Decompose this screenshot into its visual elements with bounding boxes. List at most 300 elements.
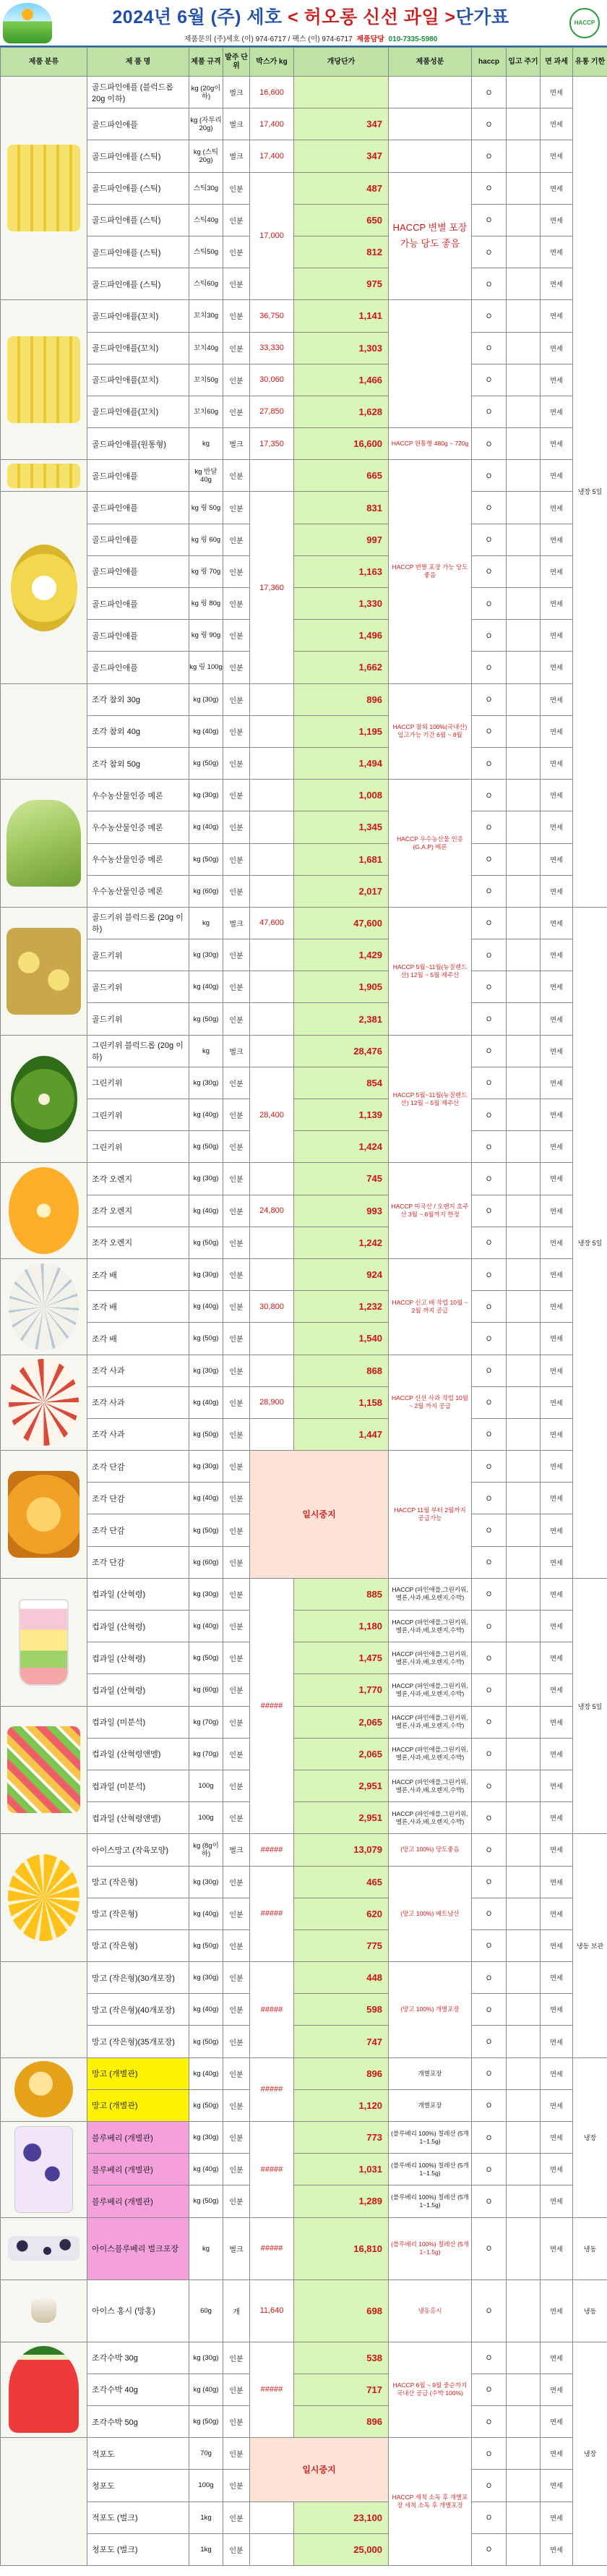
document-header (0, 0, 607, 47)
tax-status: 면세 (541, 2089, 573, 2121)
haccp-mark: O (472, 1514, 507, 1546)
fruit-image (8, 2236, 79, 2261)
unit-price: 1,475 (294, 1642, 389, 1674)
order-unit: 인분 (223, 2342, 250, 2374)
product-name: 우수농산물인증 메론 (87, 811, 189, 843)
table-row (1, 1035, 607, 1067)
product-spec: kg (50g) (189, 2089, 223, 2121)
product-spec: kg (30g) (189, 1866, 223, 1898)
unit-price: 2,951 (294, 1770, 389, 1801)
unit-price: 1,447 (294, 1418, 389, 1450)
product-name: 그린키위 (87, 1131, 189, 1163)
tax-status: 면세 (541, 1418, 573, 1450)
unit-price: 2,017 (294, 875, 389, 907)
fruit-image (8, 1854, 79, 1941)
unit-price: 465 (294, 1866, 389, 1898)
delivery-cycle (507, 1003, 541, 1035)
delivery-cycle (507, 2026, 541, 2057)
haccp-badge: HACCP (569, 8, 600, 38)
haccp-mark: O (472, 1067, 507, 1099)
unit-price: 1,494 (294, 747, 389, 779)
product-name: 골드파인애플 (87, 460, 189, 492)
product-name: 그린키위 (87, 1067, 189, 1099)
box-price-kg: 28,900 (250, 1386, 294, 1418)
haccp-mark: O (472, 1642, 507, 1674)
table-row (1, 555, 607, 587)
unit-price: 448 (294, 1962, 389, 1994)
product-name: 청포도 (벌크) (87, 2533, 189, 2565)
box-price-kg: 28,400 (250, 1067, 294, 1163)
unit-price: 25,000 (294, 2533, 389, 2565)
delivery-cycle (507, 1131, 541, 1163)
product-composition: HACCP (파인애플,그린키위,멜론,사과,배,오렌지,수박) (389, 1770, 472, 1801)
unit-price: 975 (294, 268, 389, 300)
column-header: 박스가 kg (250, 48, 294, 77)
product-spec: kg (40g) (189, 1994, 223, 2026)
delivery-cycle (507, 715, 541, 747)
tax-status: 면세 (541, 1163, 573, 1195)
product-spec: kg (40g) (189, 1099, 223, 1131)
fruit-image (19, 1599, 69, 1686)
haccp-mark: O (472, 1035, 507, 1067)
haccp-mark: O (472, 1738, 507, 1770)
product-spec: kg (50g) (189, 747, 223, 779)
order-unit: 인분 (223, 2185, 250, 2217)
product-name: 조각수박 50g (87, 2405, 189, 2437)
order-unit: 인분 (223, 2026, 250, 2057)
product-spec: 100g (189, 1802, 223, 1834)
unit-price: 924 (294, 1258, 389, 1290)
haccp-mark: O (472, 300, 507, 332)
tax-status: 면세 (541, 811, 573, 843)
haccp-mark: O (472, 1195, 507, 1227)
order-unit: 인분 (223, 1706, 250, 1738)
column-header: 입고 주기 (507, 48, 541, 77)
product-composition: HACCP 신고 배 작업 10월 ~ 2월 까지 공급 (389, 1258, 472, 1355)
tax-status: 면세 (541, 1706, 573, 1738)
tax-status: 면세 (541, 2279, 573, 2342)
tax-status: 면세 (541, 747, 573, 779)
suspended-notice: 일시중지 (250, 2438, 389, 2502)
shelf-life: 냉장 5일 (573, 907, 607, 1578)
box-price-kg (250, 1163, 294, 1195)
product-spec: kg (40g) (189, 971, 223, 1003)
haccp-mark: O (472, 1578, 507, 1610)
product-composition: 개별포장 (389, 2057, 472, 2089)
table-row (1, 1291, 607, 1323)
shelf-life: 냉장 (573, 2342, 607, 2565)
order-unit: 인분 (223, 172, 250, 204)
shelf-life: 냉동 보관 (573, 1834, 607, 2057)
order-unit: 인분 (223, 1067, 250, 1099)
delivery-cycle (507, 2154, 541, 2185)
box-price-kg: ##### (250, 1834, 294, 1866)
table-row (1, 204, 607, 236)
table-row (1, 971, 607, 1003)
product-spec: kg (30g) (189, 1067, 223, 1099)
table-row (1, 1770, 607, 1801)
tax-status: 면세 (541, 2405, 573, 2437)
product-name: 청포도 (87, 2470, 189, 2502)
table-row (1, 2122, 607, 2154)
order-unit: 인분 (223, 236, 250, 268)
table-body (1, 77, 607, 2566)
unit-price: 1,120 (294, 2089, 389, 2121)
product-name: 조각 배 (87, 1258, 189, 1290)
tax-status: 면세 (541, 1834, 573, 1866)
table-row (1, 1258, 607, 1290)
box-price-kg (250, 780, 294, 811)
unit-price: 2,065 (294, 1706, 389, 1738)
table-row (1, 1898, 607, 1929)
unit-price: 2,381 (294, 1003, 389, 1035)
product-spec: kg (50g) (189, 1323, 223, 1355)
unit-price: 598 (294, 1994, 389, 2026)
box-price-kg (250, 747, 294, 779)
tax-status: 면세 (541, 1674, 573, 1706)
tax-status: 면세 (541, 1355, 573, 1386)
haccp-mark: O (472, 1131, 507, 1163)
order-unit: 인분 (223, 300, 250, 332)
delivery-cycle (507, 1770, 541, 1801)
order-unit: 인분 (223, 204, 250, 236)
order-unit: 인분 (223, 1003, 250, 1035)
table-row (1, 811, 607, 843)
haccp-mark: O (472, 140, 507, 172)
order-unit: 인분 (223, 2154, 250, 2185)
product-spec: kg (40g) (189, 2154, 223, 2185)
column-header: 제 품 명 (87, 48, 189, 77)
delivery-cycle (507, 300, 541, 332)
tax-status: 면세 (541, 2470, 573, 2502)
tax-status: 면세 (541, 524, 573, 555)
product-spec: kg (8g이하) (189, 1834, 223, 1866)
product-name: 우수농산물인증 메론 (87, 780, 189, 811)
product-name: 블루베리 (개별관) (87, 2154, 189, 2185)
delivery-cycle (507, 2122, 541, 2154)
tax-status: 면세 (541, 780, 573, 811)
delivery-cycle (507, 140, 541, 172)
product-name: 아이스블루베리 벌크포장 (87, 2217, 189, 2279)
product-name: 컵과일 (산혁령앤멜) (87, 1738, 189, 1770)
haccp-mark: O (472, 1355, 507, 1386)
delivery-cycle (507, 2374, 541, 2405)
table-row (1, 588, 607, 620)
haccp-mark: O (472, 524, 507, 555)
order-unit: 인분 (223, 2533, 250, 2565)
product-name: 컵과일 (미분석) (87, 1770, 189, 1801)
table-row (1, 1227, 607, 1258)
delivery-cycle (507, 428, 541, 460)
table-row (1, 2533, 607, 2565)
unit-price: 1,905 (294, 971, 389, 1003)
haccp-mark: O (472, 1418, 507, 1450)
table-row (1, 747, 607, 779)
table-row (1, 172, 607, 204)
order-unit: 인분 (223, 1802, 250, 1834)
product-spec: kg 링 60g (189, 524, 223, 555)
tax-status: 면세 (541, 1483, 573, 1514)
product-spec: 스틱60g (189, 268, 223, 300)
unit-price: 28,476 (294, 1035, 389, 1067)
unit-price: 1,303 (294, 332, 389, 364)
tax-status: 면세 (541, 907, 573, 939)
price-table (0, 47, 607, 2566)
haccp-mark: O (472, 1866, 507, 1898)
product-spec: 스틱30g (189, 172, 223, 204)
table-row (1, 875, 607, 907)
product-photo (1, 492, 87, 683)
unit-price: 347 (294, 140, 389, 172)
unit-price: 1,141 (294, 300, 389, 332)
product-spec: kg (60g) (189, 875, 223, 907)
product-name: 망고 (작은형)(35개포장) (87, 2026, 189, 2057)
order-unit: 인분 (223, 1163, 250, 1195)
tax-status: 면세 (541, 1770, 573, 1801)
product-name: 골드파인애플 (스틱) (87, 172, 189, 204)
product-composition (389, 300, 472, 428)
unit-price: 745 (294, 1163, 389, 1195)
order-unit: 인분 (223, 1929, 250, 1961)
product-composition: HACCP 5월~11월(뉴질랜드산) 12월 ~ 5월 제주산 (389, 1035, 472, 1163)
order-unit: 인분 (223, 620, 250, 652)
product-composition: HACCP 11월 부터 2월까지 공급가능 (389, 1451, 472, 1579)
order-unit: 인분 (223, 1258, 250, 1290)
table-row (1, 1451, 607, 1483)
order-unit: 인분 (223, 1578, 250, 1610)
haccp-mark: O (472, 811, 507, 843)
product-name: 조각 오렌지 (87, 1163, 189, 1195)
fruit-image (14, 2061, 73, 2117)
order-unit: 벌크 (223, 77, 250, 108)
order-unit: 인분 (223, 747, 250, 779)
order-unit: 인분 (223, 1962, 250, 1994)
unit-price: 1,496 (294, 620, 389, 652)
haccp-mark: O (472, 2057, 507, 2089)
product-spec: kg 링 70g (189, 555, 223, 587)
fruit-image (7, 145, 80, 231)
product-spec: kg (50g) (189, 1003, 223, 1035)
tax-status: 면세 (541, 2533, 573, 2565)
haccp-mark: O (472, 2122, 507, 2154)
product-name: 골드파인애플 (87, 588, 189, 620)
product-spec: 꼬치50g (189, 364, 223, 396)
delivery-cycle (507, 2405, 541, 2437)
tax-status: 면세 (541, 1099, 573, 1131)
product-composition: HACCP (파인애플,그린키위,멜론,사과,배,오렌지,수박) (389, 1706, 472, 1738)
order-unit: 인분 (223, 1611, 250, 1642)
tax-status: 면세 (541, 843, 573, 875)
fruit-image (7, 800, 82, 887)
tax-status: 면세 (541, 172, 573, 204)
order-unit: 벌크 (223, 2217, 250, 2279)
product-photo (1, 1962, 87, 2058)
unit-price: 698 (294, 2279, 389, 2342)
table-row (1, 1323, 607, 1355)
order-unit: 인분 (223, 683, 250, 715)
product-name: 망고 (작은형) (87, 1898, 189, 1929)
order-unit: 인분 (223, 652, 250, 683)
unit-price: 1,628 (294, 396, 389, 427)
product-name: 조각 오렌지 (87, 1195, 189, 1227)
table-row (1, 77, 607, 108)
haccp-mark: O (472, 2089, 507, 2121)
product-name: 골드파인애플(꼬치) (87, 364, 189, 396)
product-name: 우수농산물인증 메론 (87, 875, 189, 907)
tax-status: 면세 (541, 364, 573, 396)
haccp-mark: O (472, 1898, 507, 1929)
table-row (1, 939, 607, 971)
product-name: 골드파인애플(꼬치) (87, 332, 189, 364)
box-price-kg (250, 939, 294, 971)
product-spec: kg (40g) (189, 1386, 223, 1418)
order-unit: 인분 (223, 1323, 250, 1355)
product-name: 골드파인애플 (87, 492, 189, 524)
product-spec: 100g (189, 2470, 223, 2502)
order-unit: 벌크 (223, 1035, 250, 1067)
contact-line (52, 33, 569, 43)
unit-price: 2,065 (294, 1738, 389, 1770)
product-composition: (블루베리 100%) 칠레산 (5개 1~1.5g) (389, 2154, 472, 2185)
product-name: 조각 사과 (87, 1386, 189, 1418)
product-photo (1, 460, 87, 492)
product-composition: HACCP 원통형 480g ~ 720g (389, 428, 472, 460)
product-composition: HACCP 5월~11월(뉴질랜드산) 12월 ~ 5월 제주산 (389, 907, 472, 1035)
order-unit: 인분 (223, 555, 250, 587)
product-spec: kg (40g) (189, 1611, 223, 1642)
product-spec: kg (189, 907, 223, 939)
table-row (1, 1994, 607, 2026)
haccp-mark: O (472, 2374, 507, 2405)
delivery-cycle (507, 2057, 541, 2089)
table-row (1, 140, 607, 172)
haccp-mark: O (472, 588, 507, 620)
product-photo (1, 1258, 87, 1355)
box-price-kg: ##### (250, 2057, 294, 2121)
haccp-mark: O (472, 1386, 507, 1418)
product-photo (1, 1035, 87, 1163)
haccp-mark: O (472, 460, 507, 492)
haccp-mark: O (472, 1611, 507, 1642)
haccp-mark: O (472, 780, 507, 811)
delivery-cycle (507, 1834, 541, 1866)
delivery-cycle (507, 1578, 541, 1610)
table-row (1, 2374, 607, 2405)
product-composition: HACCP 미국산 / 오렌지 호주산 3월 ~ 6월까지 한정 (389, 1163, 472, 1259)
product-spec: kg (30g) (189, 1163, 223, 1195)
box-price-kg: 30,800 (250, 1291, 294, 1323)
box-price-kg: 11,640 (250, 2279, 294, 2342)
contact-info: 제품문의 (주)세호 (이) 974-6717 / 팩스 (이) 974-6717 (184, 35, 353, 43)
order-unit: 인분 (223, 332, 250, 364)
tax-status: 면세 (541, 715, 573, 747)
product-name: 조각 배 (87, 1291, 189, 1323)
tax-status: 면세 (541, 620, 573, 652)
delivery-cycle (507, 77, 541, 108)
haccp-mark: O (472, 1770, 507, 1801)
fruit-image (11, 545, 77, 631)
haccp-mark: O (472, 1163, 507, 1195)
order-unit: 인분 (223, 2405, 250, 2437)
order-unit: 인분 (223, 875, 250, 907)
fruit-image (7, 1726, 80, 1813)
box-price-kg (250, 1323, 294, 1355)
product-spec: kg 반달40g (189, 460, 223, 492)
product-name: 골드파인애플 (스틱) (87, 140, 189, 172)
tax-status: 면세 (541, 268, 573, 300)
unit-price: 993 (294, 1195, 389, 1227)
box-price-kg (250, 1418, 294, 1450)
box-price-kg (250, 843, 294, 875)
product-composition (389, 140, 472, 172)
order-unit: 인분 (223, 1131, 250, 1163)
haccp-mark: O (472, 2502, 507, 2533)
table-row (1, 2438, 607, 2470)
delivery-cycle (507, 939, 541, 971)
delivery-cycle (507, 2438, 541, 2470)
haccp-mark: O (472, 683, 507, 715)
page-title (52, 3, 569, 29)
product-spec: kg (30g) (189, 1451, 223, 1483)
haccp-mark: O (472, 875, 507, 907)
table-row (1, 1131, 607, 1163)
tax-status: 면세 (541, 971, 573, 1003)
haccp-mark: O (472, 332, 507, 364)
unit-price: 1,139 (294, 1099, 389, 1131)
box-price-kg: 17,360 (250, 492, 294, 683)
product-spec: kg (50g) (189, 2185, 223, 2217)
delivery-cycle (507, 780, 541, 811)
order-unit: 인분 (223, 1738, 250, 1770)
product-spec: 꼬치30g (189, 300, 223, 332)
delivery-cycle (507, 1514, 541, 1546)
delivery-cycle (507, 875, 541, 907)
fruit-image (7, 928, 82, 1015)
product-name: 골드키위 블럭드롭 (20g 이하) (87, 907, 189, 939)
product-photo (1, 2057, 87, 2121)
product-composition: HACCP (파인애플,그린키위,멜론,사과,배,오렌지,수박) (389, 1642, 472, 1674)
fruit-image (8, 1471, 79, 1558)
product-name: 조각 단감 (87, 1514, 189, 1546)
haccp-mark: O (472, 364, 507, 396)
product-composition: (망고 100%) 베트남산 (389, 1866, 472, 1962)
table-row (1, 620, 607, 652)
tax-status: 면세 (541, 1291, 573, 1323)
product-photo (1, 1355, 87, 1451)
haccp-mark: O (472, 1674, 507, 1706)
product-name: 골드파인애플 (블럭드롭 20g 이하) (87, 77, 189, 108)
title-suffix: 단가표 (455, 7, 509, 27)
suspended-notice: 일시중지 (250, 1451, 389, 1579)
order-unit: 인분 (223, 1642, 250, 1674)
product-spec: kg (189, 428, 223, 460)
haccp-mark: O (472, 268, 507, 300)
product-name: 골드파인애플 (87, 524, 189, 555)
tax-status: 면세 (541, 236, 573, 268)
delivery-cycle (507, 1163, 541, 1195)
table-row (1, 1578, 607, 1610)
box-price-kg (250, 715, 294, 747)
product-name: 골드파인애플 (87, 108, 189, 140)
order-unit: 인분 (223, 364, 250, 396)
table-row (1, 1929, 607, 1961)
product-name: 골드파인애플 (87, 555, 189, 587)
box-price-kg (250, 971, 294, 1003)
box-price-kg: 27,850 (250, 396, 294, 427)
box-price-kg: 30,060 (250, 364, 294, 396)
haccp-mark: O (472, 652, 507, 683)
product-spec: kg (50g) (189, 1514, 223, 1546)
